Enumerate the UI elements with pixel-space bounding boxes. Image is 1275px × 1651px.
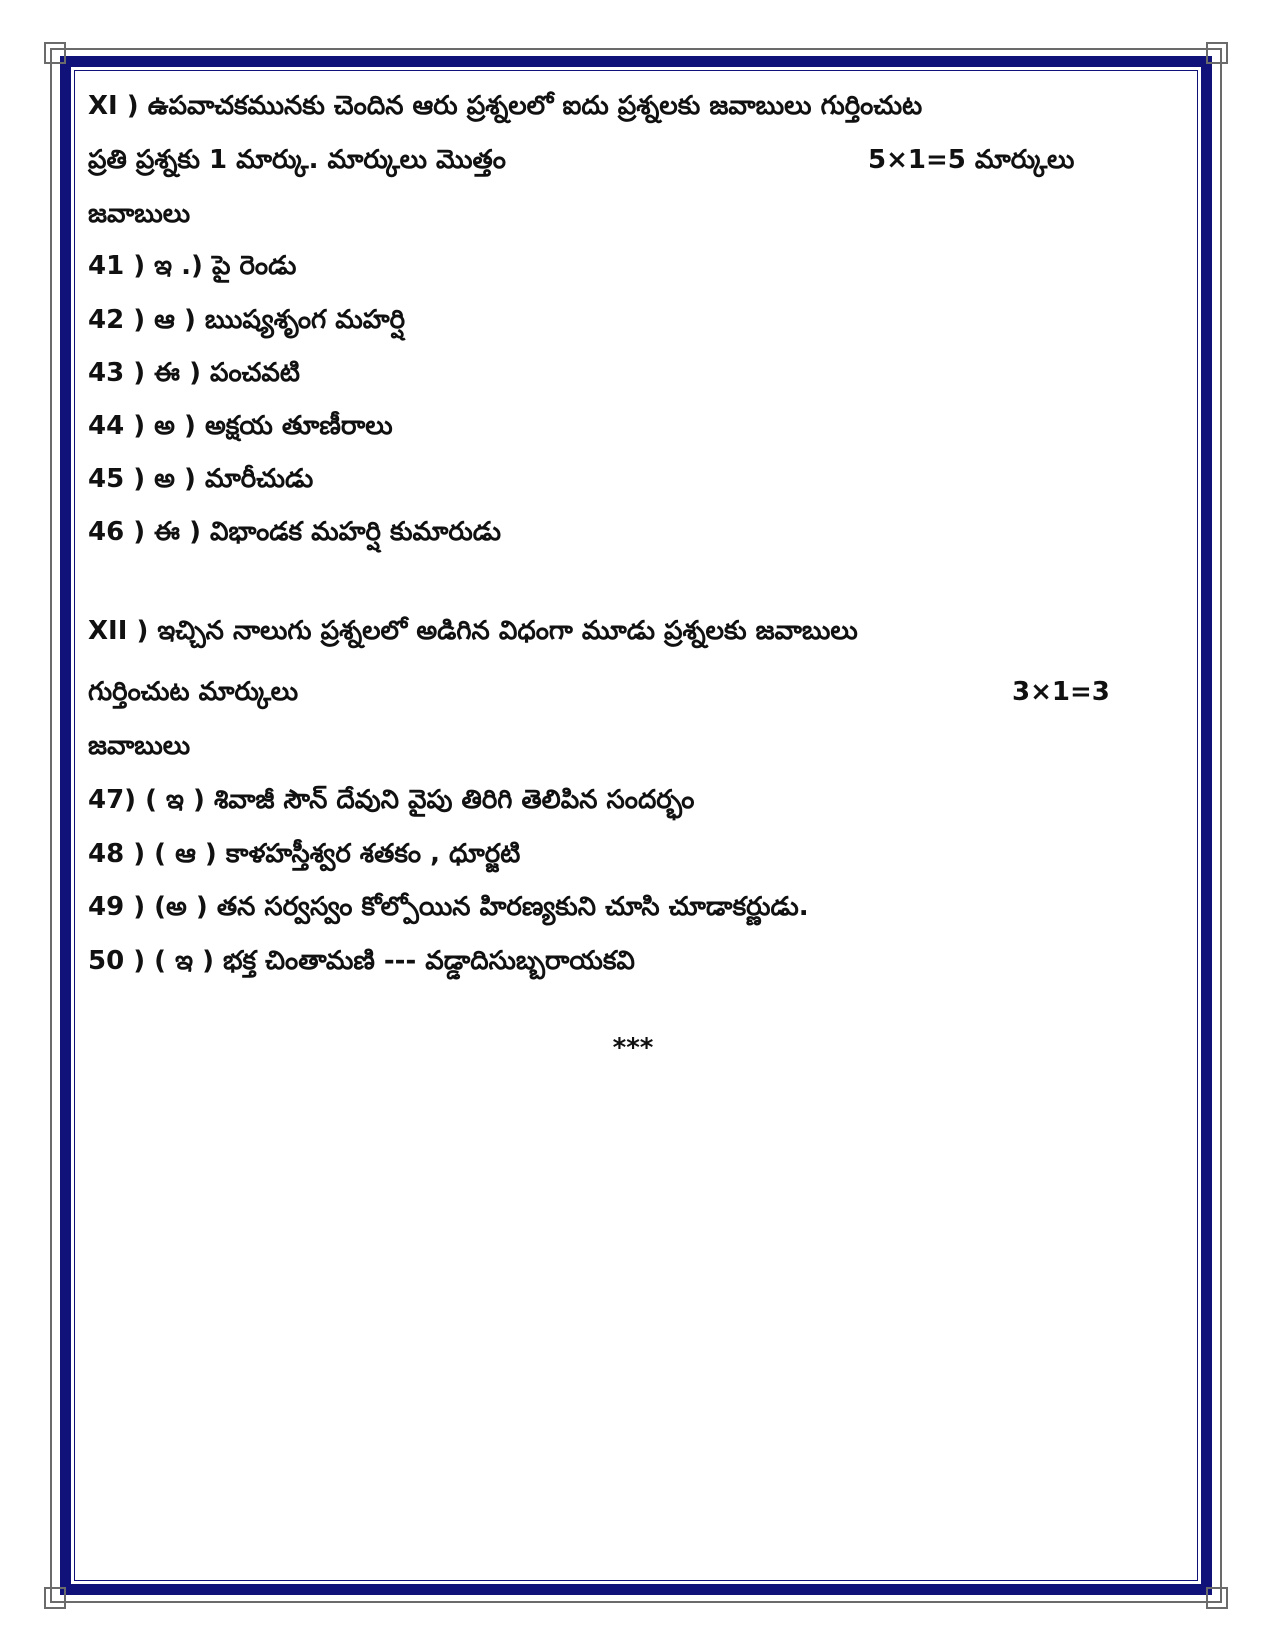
answer-44: 44 ) అ ) అక్షయ తూణీరాలు [88, 411, 393, 441]
section-xii-answers-label: జవాబులు [88, 731, 191, 761]
border-corner-top-left [44, 42, 66, 64]
answer-47: 47) ( ఇ ) శివాజీ సౌన్ దేవుని వైపు తిరిగి తెలిపిన సందర్భం [88, 785, 695, 815]
end-mark: *** [612, 1033, 654, 1063]
section-xi-heading-line2: ప్రతి ప్రశ్నకు 1 మార్కు. మార్కులు మొత్తం [88, 145, 506, 175]
answer-42: 42 ) ఆ ) ఋష్యశృంగ మహర్షి [88, 305, 406, 335]
section-xi-heading: XI ) ఉపవాచకమునకు చెందిన ఆరు ప్రశ్నలలో ఐదు ప్రశ్నలకు జవాబులు గుర్తించుట [88, 91, 923, 121]
answer-49: 49 ) (అ ) తన సర్వస్వం కోల్పోయిన హిరణ్యకుని చూసి చూడాకర్ణుడు. [88, 892, 809, 922]
border-corner-top-right [1206, 42, 1228, 64]
answer-43: 43 ) ఈ ) పంచవటి [88, 358, 300, 388]
section-xii-heading-line2: గుర్తించుట మార్కులు [88, 677, 299, 707]
answer-46: 46 ) ఈ ) విభాండక మహర్షి కుమారుడు [88, 517, 502, 547]
page-border-inner [74, 70, 1198, 1581]
border-corner-bottom-right [1206, 1587, 1228, 1609]
answer-45: 45 ) అ ) మారీచుడు [88, 464, 314, 494]
section-xii-marks: 3×1=3 [1012, 677, 1110, 707]
answer-50: 50 ) ( ఇ ) భక్త చింతామణి --- వడ్డాదిసుబ్బరాయకవి [88, 946, 635, 976]
section-xi-marks: 5×1=5 మార్కులు [868, 145, 1075, 175]
section-xi-answers-label: జవాబులు [88, 199, 191, 229]
answer-41: 41 ) ఇ .) పై రెండు [88, 251, 297, 281]
answer-48: 48 ) ( ఆ ) కాళహస్తీశ్వర శతకం , ధూర్జటి [88, 839, 521, 869]
border-corner-bottom-left [44, 1587, 66, 1609]
section-xii-heading: XII ) ఇచ్చిన నాలుగు ప్రశ్నలలో అడిగిన విధంగా మూడు ప్రశ్నలకు జవాబులు [88, 616, 858, 646]
